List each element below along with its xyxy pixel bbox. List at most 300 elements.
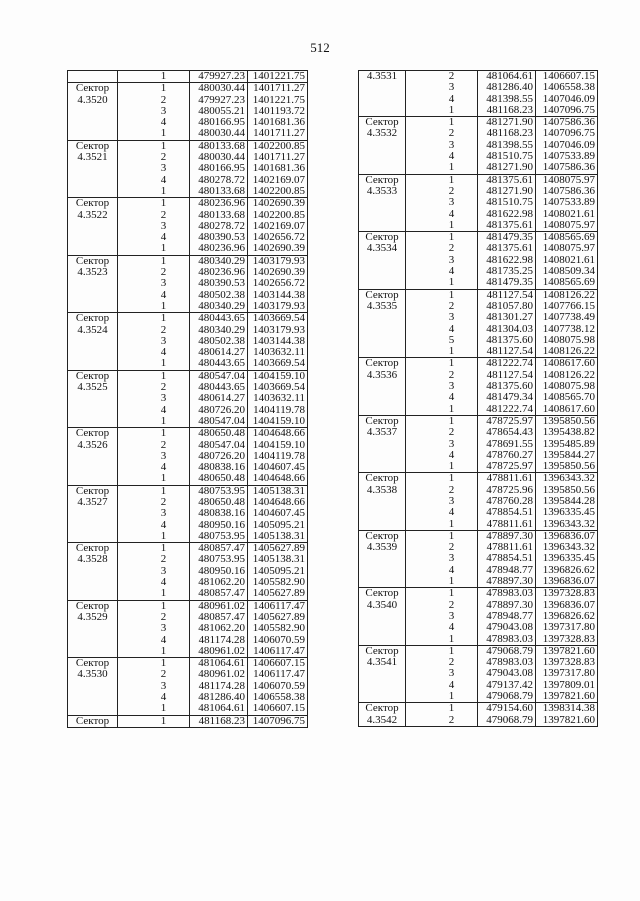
sector-code: 4.3542 xyxy=(359,715,406,727)
sector-cell-empty xyxy=(359,335,406,346)
table-row xyxy=(68,301,308,313)
sector-cell-empty xyxy=(68,393,118,404)
coord-x: 480340.29 xyxy=(190,301,248,313)
coord-y: 1404119.78 xyxy=(248,451,308,462)
coord-y: 1408075.97 xyxy=(536,243,598,254)
sector-cell-empty xyxy=(68,508,118,519)
table-row xyxy=(68,152,308,163)
coord-y: 1402656.72 xyxy=(248,278,308,289)
table-row xyxy=(359,220,598,232)
point-number: 4 xyxy=(118,175,190,186)
coord-x: 480753.95 xyxy=(190,531,248,543)
coord-y: 1396826.62 xyxy=(536,611,598,622)
sector-code: 4.3529 xyxy=(68,612,118,623)
coord-x: 478760.28 xyxy=(478,496,536,507)
table-row xyxy=(359,715,598,727)
coord-x: 478725.97 xyxy=(478,461,536,473)
coord-x: 481398.55 xyxy=(478,94,536,105)
sector-cell-empty xyxy=(68,336,118,347)
coord-x: 480390.53 xyxy=(190,232,248,243)
table-row xyxy=(359,392,598,403)
coord-x: 480726.20 xyxy=(190,405,248,416)
sector-cell-empty xyxy=(359,680,406,691)
table-row xyxy=(359,553,598,564)
table-row xyxy=(68,646,308,658)
coord-y: 1403179.93 xyxy=(248,255,308,267)
table-row xyxy=(68,531,308,543)
coord-y: 1408075.97 xyxy=(536,220,598,232)
point-number: 4 xyxy=(118,462,190,473)
table-row xyxy=(68,255,308,267)
sector-code: 4.3525 xyxy=(68,382,118,393)
table-row xyxy=(359,335,598,346)
coord-x: 480502.38 xyxy=(190,336,248,347)
coord-y: 1404159.10 xyxy=(248,370,308,382)
table-row xyxy=(68,290,308,301)
sector-cell-empty xyxy=(68,692,118,703)
coord-y: 1406117.47 xyxy=(248,646,308,658)
coord-x: 481127.54 xyxy=(478,346,536,358)
table-row xyxy=(68,715,308,727)
coord-x: 480857.47 xyxy=(190,612,248,623)
coord-y: 1402200.85 xyxy=(248,210,308,221)
sector-code: 4.3528 xyxy=(68,554,118,565)
coord-x: 480055.21 xyxy=(190,106,248,117)
point-number: 1 xyxy=(406,473,478,485)
sector-label: Сектор xyxy=(68,198,118,210)
sector-cell-empty xyxy=(359,691,406,703)
coord-x: 478854.51 xyxy=(478,553,536,564)
point-number: 3 xyxy=(406,668,478,679)
point-number: 3 xyxy=(406,439,478,450)
sector-label: Сектор xyxy=(68,255,118,267)
coord-y: 1402200.85 xyxy=(248,186,308,198)
point-number: 1 xyxy=(118,186,190,198)
coord-y: 1404159.10 xyxy=(248,416,308,428)
sector-label: Сектор xyxy=(68,83,118,95)
table-row xyxy=(68,669,308,680)
point-number: 3 xyxy=(118,508,190,519)
table-row xyxy=(359,105,598,117)
coord-x: 478811.61 xyxy=(478,473,536,485)
table-row xyxy=(359,324,598,335)
coord-y: 1396335.45 xyxy=(536,507,598,518)
coord-x: 480614.27 xyxy=(190,347,248,358)
point-number: 1 xyxy=(118,301,190,313)
coord-y: 1406117.47 xyxy=(248,669,308,680)
coord-y: 1408509.34 xyxy=(536,266,598,277)
coord-x: 478654.43 xyxy=(478,427,536,438)
point-number: 1 xyxy=(118,646,190,658)
coord-y: 1398314.38 xyxy=(536,703,598,715)
point-number: 4 xyxy=(406,392,478,403)
coord-y: 1406070.59 xyxy=(248,635,308,646)
coord-y: 1397328.83 xyxy=(536,657,598,668)
coord-y: 1406558.38 xyxy=(536,82,598,93)
point-number: 1 xyxy=(118,658,190,670)
coord-y: 1407096.75 xyxy=(536,128,598,139)
point-number: 1 xyxy=(118,543,190,555)
coord-x: 478897.30 xyxy=(478,530,536,542)
coord-y: 1401711.27 xyxy=(248,128,308,140)
point-number: 1 xyxy=(118,703,190,715)
coord-x: 480547.04 xyxy=(190,416,248,428)
table-row xyxy=(359,461,598,473)
coord-x: 481375.61 xyxy=(478,174,536,186)
coord-x: 480278.72 xyxy=(190,175,248,186)
table-row xyxy=(359,485,598,496)
coord-y: 1408126.22 xyxy=(536,346,598,358)
point-number: 3 xyxy=(118,451,190,462)
point-number: 3 xyxy=(118,681,190,692)
point-number: 2 xyxy=(406,186,478,197)
coord-y: 1408617.60 xyxy=(536,358,598,370)
coord-x: 479137.42 xyxy=(478,680,536,691)
coord-y: 1405582.90 xyxy=(248,577,308,588)
coord-x: 481064.61 xyxy=(478,71,536,83)
coord-y: 1405627.89 xyxy=(248,588,308,600)
table-row xyxy=(359,232,598,244)
point-number: 1 xyxy=(118,428,190,440)
sector-cell-empty xyxy=(359,507,406,518)
coord-y: 1407046.09 xyxy=(536,140,598,151)
coord-x: 478897.30 xyxy=(478,576,536,588)
table-row xyxy=(68,336,308,347)
point-number: 2 xyxy=(406,71,478,83)
point-number: 2 xyxy=(406,243,478,254)
coord-y: 1407738.49 xyxy=(536,312,598,323)
table-row xyxy=(68,428,308,440)
coord-x: 479043.08 xyxy=(478,622,536,633)
sector-cell-empty xyxy=(68,358,118,370)
coord-x: 480753.95 xyxy=(190,554,248,565)
table-row xyxy=(359,439,598,450)
sector-cell-empty xyxy=(359,565,406,576)
table-row xyxy=(359,611,598,622)
sector-cell-empty xyxy=(68,128,118,140)
sector-cell-empty xyxy=(68,106,118,117)
sector-label: Сектор xyxy=(359,174,406,186)
table-row xyxy=(359,151,598,162)
coord-y: 1407046.09 xyxy=(536,94,598,105)
sector-cell-empty xyxy=(359,312,406,323)
table-row xyxy=(359,289,598,301)
point-number: 2 xyxy=(406,485,478,496)
coord-y: 1408021.61 xyxy=(536,209,598,220)
table-row xyxy=(359,301,598,312)
coord-y: 1408126.22 xyxy=(536,289,598,301)
coord-x: 480614.27 xyxy=(190,393,248,404)
sector-code: 4.3541 xyxy=(359,657,406,668)
table-row xyxy=(359,450,598,461)
point-number: 1 xyxy=(406,461,478,473)
coord-y: 1401193.72 xyxy=(248,106,308,117)
coord-y: 1402690.39 xyxy=(248,267,308,278)
table-row xyxy=(359,634,598,646)
point-number: 4 xyxy=(406,209,478,220)
coord-y: 1397328.83 xyxy=(536,634,598,646)
coord-x: 478691.55 xyxy=(478,439,536,450)
coord-x: 481127.54 xyxy=(478,370,536,381)
coord-y: 1403179.93 xyxy=(248,325,308,336)
sector-cell-empty xyxy=(359,197,406,208)
coord-y: 1401681.36 xyxy=(248,163,308,174)
table-row xyxy=(68,325,308,336)
sector-code: 4.3523 xyxy=(68,267,118,278)
table-row xyxy=(359,645,598,657)
coordinates-table-right xyxy=(358,70,598,727)
sector-cell-empty xyxy=(359,94,406,105)
coord-x: 480236.96 xyxy=(190,198,248,210)
coord-x: 480961.02 xyxy=(190,669,248,680)
coord-y: 1396343.32 xyxy=(536,519,598,531)
point-number: 3 xyxy=(406,312,478,323)
sector-code: 4.3522 xyxy=(68,210,118,221)
sector-label: Сектор xyxy=(359,530,406,542)
sector-label: Сектор xyxy=(68,485,118,497)
sector-code: 4.3536 xyxy=(359,370,406,381)
coord-y: 1402169.07 xyxy=(248,175,308,186)
sector-cell-empty xyxy=(359,162,406,174)
table-row xyxy=(68,566,308,577)
table-row xyxy=(359,542,598,553)
point-number: 3 xyxy=(406,381,478,392)
coord-x: 478983.03 xyxy=(478,588,536,600)
coord-x: 478948.77 xyxy=(478,565,536,576)
coord-x: 480166.95 xyxy=(190,163,248,174)
coord-y: 1408126.22 xyxy=(536,370,598,381)
point-number: 1 xyxy=(406,645,478,657)
sector-cell-empty xyxy=(68,681,118,692)
coord-x: 478948.77 xyxy=(478,611,536,622)
sector-label: Сектор xyxy=(359,358,406,370)
coord-x: 481479.35 xyxy=(478,232,536,244)
table-row xyxy=(68,462,308,473)
coord-x: 478811.61 xyxy=(478,519,536,531)
coord-x: 481127.54 xyxy=(478,289,536,301)
point-number: 4 xyxy=(406,622,478,633)
coord-y: 1401711.27 xyxy=(248,83,308,95)
sector-code: 4.3539 xyxy=(359,542,406,553)
coord-y: 1407586.36 xyxy=(536,117,598,129)
coord-x: 480547.04 xyxy=(190,440,248,451)
sector-code: 4.3533 xyxy=(359,186,406,197)
sector-cell-empty xyxy=(68,175,118,186)
coord-x: 481222.74 xyxy=(478,404,536,416)
coord-y: 1407586.36 xyxy=(536,162,598,174)
point-number: 2 xyxy=(118,210,190,221)
coord-x: 480838.16 xyxy=(190,462,248,473)
table-row xyxy=(359,415,598,427)
table-row xyxy=(359,346,598,358)
coord-x: 479927.23 xyxy=(190,95,248,106)
sector-cell-empty xyxy=(68,301,118,313)
coord-y: 1396335.45 xyxy=(536,553,598,564)
coord-y: 1403144.38 xyxy=(248,290,308,301)
coord-x: 478811.61 xyxy=(478,542,536,553)
sector-label: Сектор xyxy=(359,645,406,657)
table-row xyxy=(68,393,308,404)
coord-y: 1406607.15 xyxy=(248,658,308,670)
table-row xyxy=(359,82,598,93)
coord-x: 481062.20 xyxy=(190,577,248,588)
table-row xyxy=(68,370,308,382)
coord-x: 481622.98 xyxy=(478,255,536,266)
sector-label: Сектор xyxy=(68,313,118,325)
coord-y: 1397317.80 xyxy=(536,668,598,679)
point-number: 1 xyxy=(406,530,478,542)
table-row xyxy=(359,576,598,588)
coord-x: 480133.68 xyxy=(190,210,248,221)
point-number: 2 xyxy=(406,128,478,139)
coord-y: 1407096.75 xyxy=(248,715,308,727)
coord-x: 479068.79 xyxy=(478,691,536,703)
point-number: 2 xyxy=(118,440,190,451)
table-row xyxy=(359,243,598,254)
point-number: 2 xyxy=(406,427,478,438)
sector-cell-empty xyxy=(68,623,118,634)
coord-x: 479043.08 xyxy=(478,668,536,679)
coord-y: 1404607.45 xyxy=(248,508,308,519)
coord-x: 481271.90 xyxy=(478,162,536,174)
table-row xyxy=(359,588,598,600)
coord-x: 481168.23 xyxy=(478,128,536,139)
table-row xyxy=(359,277,598,289)
sector-cell-empty xyxy=(68,243,118,255)
sector-cell-empty xyxy=(359,105,406,117)
table-row xyxy=(359,703,598,715)
sector-cell-empty xyxy=(68,703,118,715)
table-row xyxy=(359,94,598,105)
table-row xyxy=(68,163,308,174)
sector-cell-empty xyxy=(68,163,118,174)
sector-cell-empty xyxy=(68,566,118,577)
coord-x: 480030.44 xyxy=(190,152,248,163)
coord-x: 481064.61 xyxy=(190,703,248,715)
table-row xyxy=(68,198,308,210)
point-number: 5 xyxy=(406,335,478,346)
coord-y: 1397809.01 xyxy=(536,680,598,691)
coord-y: 1405627.89 xyxy=(248,543,308,555)
table-row xyxy=(68,508,308,519)
point-number: 1 xyxy=(118,531,190,543)
coord-y: 1396836.07 xyxy=(536,600,598,611)
coord-x: 480961.02 xyxy=(190,646,248,658)
coord-y: 1404648.66 xyxy=(248,428,308,440)
coord-y: 1407586.36 xyxy=(536,186,598,197)
table-row xyxy=(68,485,308,497)
point-number: 1 xyxy=(406,162,478,174)
point-number: 2 xyxy=(118,497,190,508)
table-row xyxy=(68,358,308,370)
sector-label: Сектор xyxy=(68,600,118,612)
coord-y: 1405627.89 xyxy=(248,612,308,623)
coord-y: 1402200.85 xyxy=(248,140,308,152)
point-number: 2 xyxy=(118,382,190,393)
table-row xyxy=(68,692,308,703)
coord-y: 1397821.60 xyxy=(536,645,598,657)
coord-y: 1407533.89 xyxy=(536,151,598,162)
coord-y: 1403632.11 xyxy=(248,393,308,404)
point-number: 1 xyxy=(406,346,478,358)
coord-x: 481398.55 xyxy=(478,140,536,151)
coord-x: 481271.90 xyxy=(478,117,536,129)
coord-y: 1403669.54 xyxy=(248,358,308,370)
table-row xyxy=(68,175,308,186)
coord-y: 1401221.75 xyxy=(248,71,308,83)
coord-y: 1397821.60 xyxy=(536,691,598,703)
table-row xyxy=(68,186,308,198)
sector-cell-empty xyxy=(68,531,118,543)
point-number: 1 xyxy=(118,370,190,382)
coord-y: 1395844.28 xyxy=(536,496,598,507)
table-row xyxy=(68,623,308,634)
point-number: 2 xyxy=(406,542,478,553)
point-number: 4 xyxy=(118,520,190,531)
table-row xyxy=(68,221,308,232)
coord-y: 1405095.21 xyxy=(248,566,308,577)
point-number: 3 xyxy=(406,611,478,622)
coord-x: 479927.23 xyxy=(190,71,248,83)
coord-x: 480650.48 xyxy=(190,428,248,440)
table-body-right xyxy=(359,71,598,727)
coord-y: 1403179.93 xyxy=(248,301,308,313)
coord-x: 481304.03 xyxy=(478,324,536,335)
sector-cell-empty xyxy=(359,576,406,588)
sector-cell-empty xyxy=(68,577,118,588)
point-number: 4 xyxy=(118,405,190,416)
coord-x: 480502.38 xyxy=(190,290,248,301)
point-number: 3 xyxy=(118,163,190,174)
point-number: 2 xyxy=(118,669,190,680)
point-number: 4 xyxy=(406,151,478,162)
coord-y: 1408565.69 xyxy=(536,232,598,244)
table-row xyxy=(359,255,598,266)
table-row xyxy=(68,106,308,117)
table-row xyxy=(68,543,308,555)
point-number: 1 xyxy=(406,117,478,129)
point-number: 2 xyxy=(118,152,190,163)
table-row xyxy=(359,680,598,691)
table-row xyxy=(359,530,598,542)
point-number: 2 xyxy=(118,267,190,278)
coord-x: 478854.51 xyxy=(478,507,536,518)
sector-code: 4.3535 xyxy=(359,301,406,312)
sector-cell-empty xyxy=(359,324,406,335)
coord-y: 1404159.10 xyxy=(248,440,308,451)
coord-x: 480390.53 xyxy=(190,278,248,289)
coord-x: 481479.35 xyxy=(478,277,536,289)
coord-x: 481375.60 xyxy=(478,381,536,392)
point-number: 2 xyxy=(406,600,478,611)
table-row xyxy=(359,565,598,576)
point-number: 2 xyxy=(118,325,190,336)
coord-x: 480030.44 xyxy=(190,128,248,140)
point-number: 1 xyxy=(406,174,478,186)
sector-cell-empty xyxy=(359,634,406,646)
point-number: 4 xyxy=(406,94,478,105)
table-row xyxy=(68,600,308,612)
table-row xyxy=(68,681,308,692)
point-number: 3 xyxy=(118,566,190,577)
coord-y: 1407533.89 xyxy=(536,197,598,208)
coord-y: 1407766.15 xyxy=(536,301,598,312)
coord-x: 481222.74 xyxy=(478,358,536,370)
table-row xyxy=(359,117,598,129)
coord-x: 481510.75 xyxy=(478,151,536,162)
point-number: 1 xyxy=(118,140,190,152)
coord-x: 478983.03 xyxy=(478,657,536,668)
